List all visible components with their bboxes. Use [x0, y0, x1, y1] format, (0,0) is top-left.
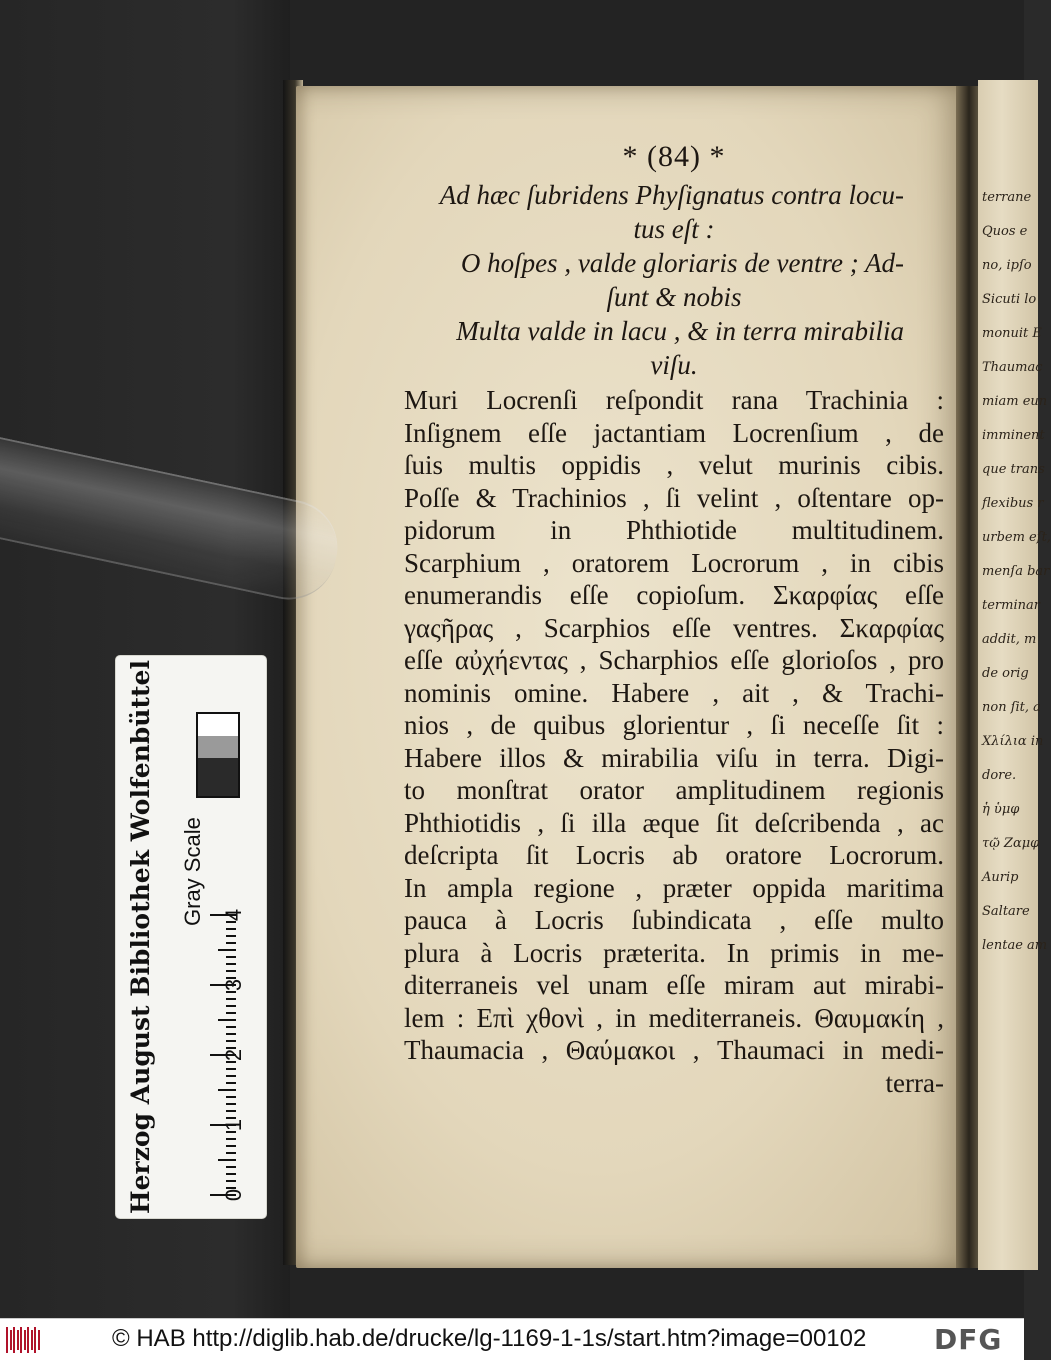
ruler-tick	[226, 935, 236, 937]
prose-line: terra-	[885, 1067, 944, 1098]
prose-line: Thaumacia , Θαύμακοι , Thaumaci in medi-	[404, 1035, 944, 1065]
next-page-fragment: terrane	[982, 190, 1032, 205]
gray-scale-card	[116, 656, 266, 1218]
prose-line: to monſtrat orator amplitudinem regionis	[404, 775, 944, 805]
next-page-fragment: τῷ Ζαμφ	[982, 836, 1040, 851]
ruler-tick	[226, 1145, 236, 1147]
logo-bar	[20, 1327, 22, 1353]
ruler-tick	[226, 1166, 236, 1168]
ruler-tick	[226, 1033, 236, 1035]
ruler-tick	[226, 1082, 236, 1084]
ruler-tick	[218, 1019, 236, 1021]
ruler-tick	[226, 1096, 236, 1098]
next-page-fragment: imminent	[982, 428, 1045, 443]
logo-bar	[27, 1327, 29, 1353]
ruler-tick	[226, 1026, 236, 1028]
dfg-logo: DFG	[934, 1323, 1003, 1356]
next-page-fragment: Sicuti lo	[982, 292, 1037, 307]
ruler-tick	[226, 998, 236, 1000]
verse-line: O hoſpes , valde gloriaris de ventre ; Ad-	[460, 248, 904, 278]
next-page-fragment: terminar	[982, 598, 1040, 613]
prose-line: plura à Locris præterita. In primis in me-	[404, 937, 944, 968]
ruler-tick	[226, 1110, 236, 1112]
logo-bar	[24, 1330, 26, 1350]
verse-line: Ad hæc ſubridens Phyſignatus contra locu-	[439, 180, 904, 210]
ruler-number: 3	[221, 978, 247, 992]
prose-line: γαςῆρας , Scarphios eſſe ventres. Σκαρφίας	[404, 612, 944, 643]
verse-line: tus eſt :	[633, 214, 715, 244]
ruler-tick	[226, 1103, 236, 1105]
ruler-tick	[226, 921, 236, 923]
prose-line: diterraneis vel unam eſſe miram aut mirabi-	[404, 970, 944, 1000]
verse-line: viſu.	[650, 350, 698, 380]
next-page-fragment: Aurip	[982, 870, 1019, 885]
ruler-tick	[226, 956, 236, 958]
next-page-fragment: miam eun	[982, 394, 1048, 409]
prose-paragraph	[404, 384, 944, 1099]
ruler-tick	[226, 1131, 236, 1133]
ruler-tick	[226, 1012, 236, 1014]
prose-line: pauca à Locris ſubindicata , eſſe multo	[404, 905, 944, 935]
logo-bar	[13, 1327, 15, 1353]
next-page-fragment: ἡ ὑμφ	[982, 802, 1020, 817]
logo-bar	[34, 1327, 36, 1353]
next-page-fragment: non ſit, a	[982, 700, 1041, 715]
prose-line: Poſſe & Trachinios , ſi velint , oſtentare op-	[404, 482, 944, 513]
prose-line: ſuis multis oppidis , velut murinis cibis.	[404, 450, 944, 480]
next-page-fragment: lentae am	[982, 938, 1048, 953]
prose-line: Scarphium , oratorem Locrorum , in cibis	[404, 547, 944, 578]
logo-bar	[38, 1330, 40, 1350]
next-page-fragment: Xλίλια in	[982, 734, 1044, 749]
next-page-fragment: monuit E	[982, 326, 1042, 341]
ruler-tick	[218, 1089, 236, 1091]
institution-label: Herzog August Bibliothek Wolfenbüttel	[126, 660, 155, 1214]
prose-line: deſcripta ſit Locris ab oratore Locrorum.	[404, 840, 944, 870]
footer-bar	[0, 1318, 1024, 1360]
next-page-fragment: Quos e	[982, 224, 1028, 239]
next-page-fragment: Thaumac	[982, 360, 1043, 375]
prose-line: nominis omine. Habere , ait , & Trachi-	[404, 677, 944, 708]
prose-line: Muri Locrenſi reſpondit rana Trachinia :	[404, 385, 944, 415]
prose-line: In ampla regione , præter oppida maritima	[404, 872, 944, 903]
gray-scale-label: Gray Scale	[180, 817, 205, 926]
ruler-tick	[226, 942, 236, 944]
ruler-tick	[218, 1159, 236, 1161]
prose-line: pidorum in Phthiotide multitudinem.	[404, 515, 944, 545]
ruler-tick	[226, 1180, 236, 1182]
ruler-tick	[226, 928, 236, 930]
copyright-url[interactable]: © HAB http://diglib.hab.de/drucke/lg-1169-1-1s/start.htm?image=00102	[112, 1325, 867, 1352]
ruler-tick	[218, 949, 236, 951]
ruler-tick	[226, 991, 236, 993]
ruler-tick	[226, 1068, 236, 1070]
logo-bar	[6, 1327, 8, 1353]
prose-line: eſſe αὐχήεντας , Scharphios eſſe glorioſos , pro	[404, 645, 944, 675]
next-page-fragment: urbem eſt,	[982, 530, 1051, 545]
ruler-number: 1	[221, 1118, 247, 1132]
verse-line: Multa valde in lacu , & in terra mirabilia	[456, 316, 904, 346]
logo-bar	[17, 1330, 19, 1350]
page-number: * (84) *	[622, 140, 726, 173]
prose-line: nios , de quibus glorientur , ſi neceſſe ſit :	[404, 710, 944, 740]
ruler-tick	[226, 1152, 236, 1154]
next-page-fragment: de orig	[982, 666, 1029, 681]
next-page-fragment: que trans	[982, 462, 1045, 477]
next-page-fragment: menſa bar	[982, 564, 1050, 579]
ruler-tick	[226, 1075, 236, 1077]
ruler-tick	[226, 1061, 236, 1063]
ruler-number: 2	[221, 1048, 247, 1062]
ruler-tick	[226, 1138, 236, 1140]
page-text	[404, 140, 944, 1099]
ruler-tick	[226, 963, 236, 965]
hab-logo-icon	[6, 1327, 40, 1353]
next-page-fragment: flexibus r	[982, 496, 1044, 511]
ruler-tick	[226, 970, 236, 972]
logo-bar	[10, 1330, 12, 1350]
next-page-fragment: Saltare	[982, 904, 1030, 919]
prose-line: Phthiotidis , ſi illa æque ſit deſcribenda , ac	[404, 807, 944, 838]
next-page-fragment: no, ipſo	[982, 258, 1032, 273]
prose-line: enumerandis eſſe copioſum. Σκαρφίας eſſe	[404, 580, 944, 610]
ruler-tick	[226, 1173, 236, 1175]
next-page-edge	[978, 80, 1051, 1270]
ruler-number: 0	[221, 1188, 247, 1202]
next-page-fragment: dore.	[982, 768, 1017, 783]
prose-line: Habere illos & mirabilia viſu in terra. Digi-	[404, 742, 944, 773]
ruler-tick	[226, 1005, 236, 1007]
next-page-fragment: addit, m	[982, 632, 1037, 647]
prose-line: lem : Επὶ χθονὶ , in mediterraneis. Θαυμακίη ,	[404, 1002, 944, 1033]
prose-line: Inſignem eſſe jactantiam Locrenſium , de	[404, 417, 944, 448]
ruler-number: 4	[221, 908, 247, 922]
verse-line: ſunt & nobis	[606, 282, 742, 312]
logo-bar	[31, 1330, 33, 1350]
ruler-tick	[226, 1040, 236, 1042]
